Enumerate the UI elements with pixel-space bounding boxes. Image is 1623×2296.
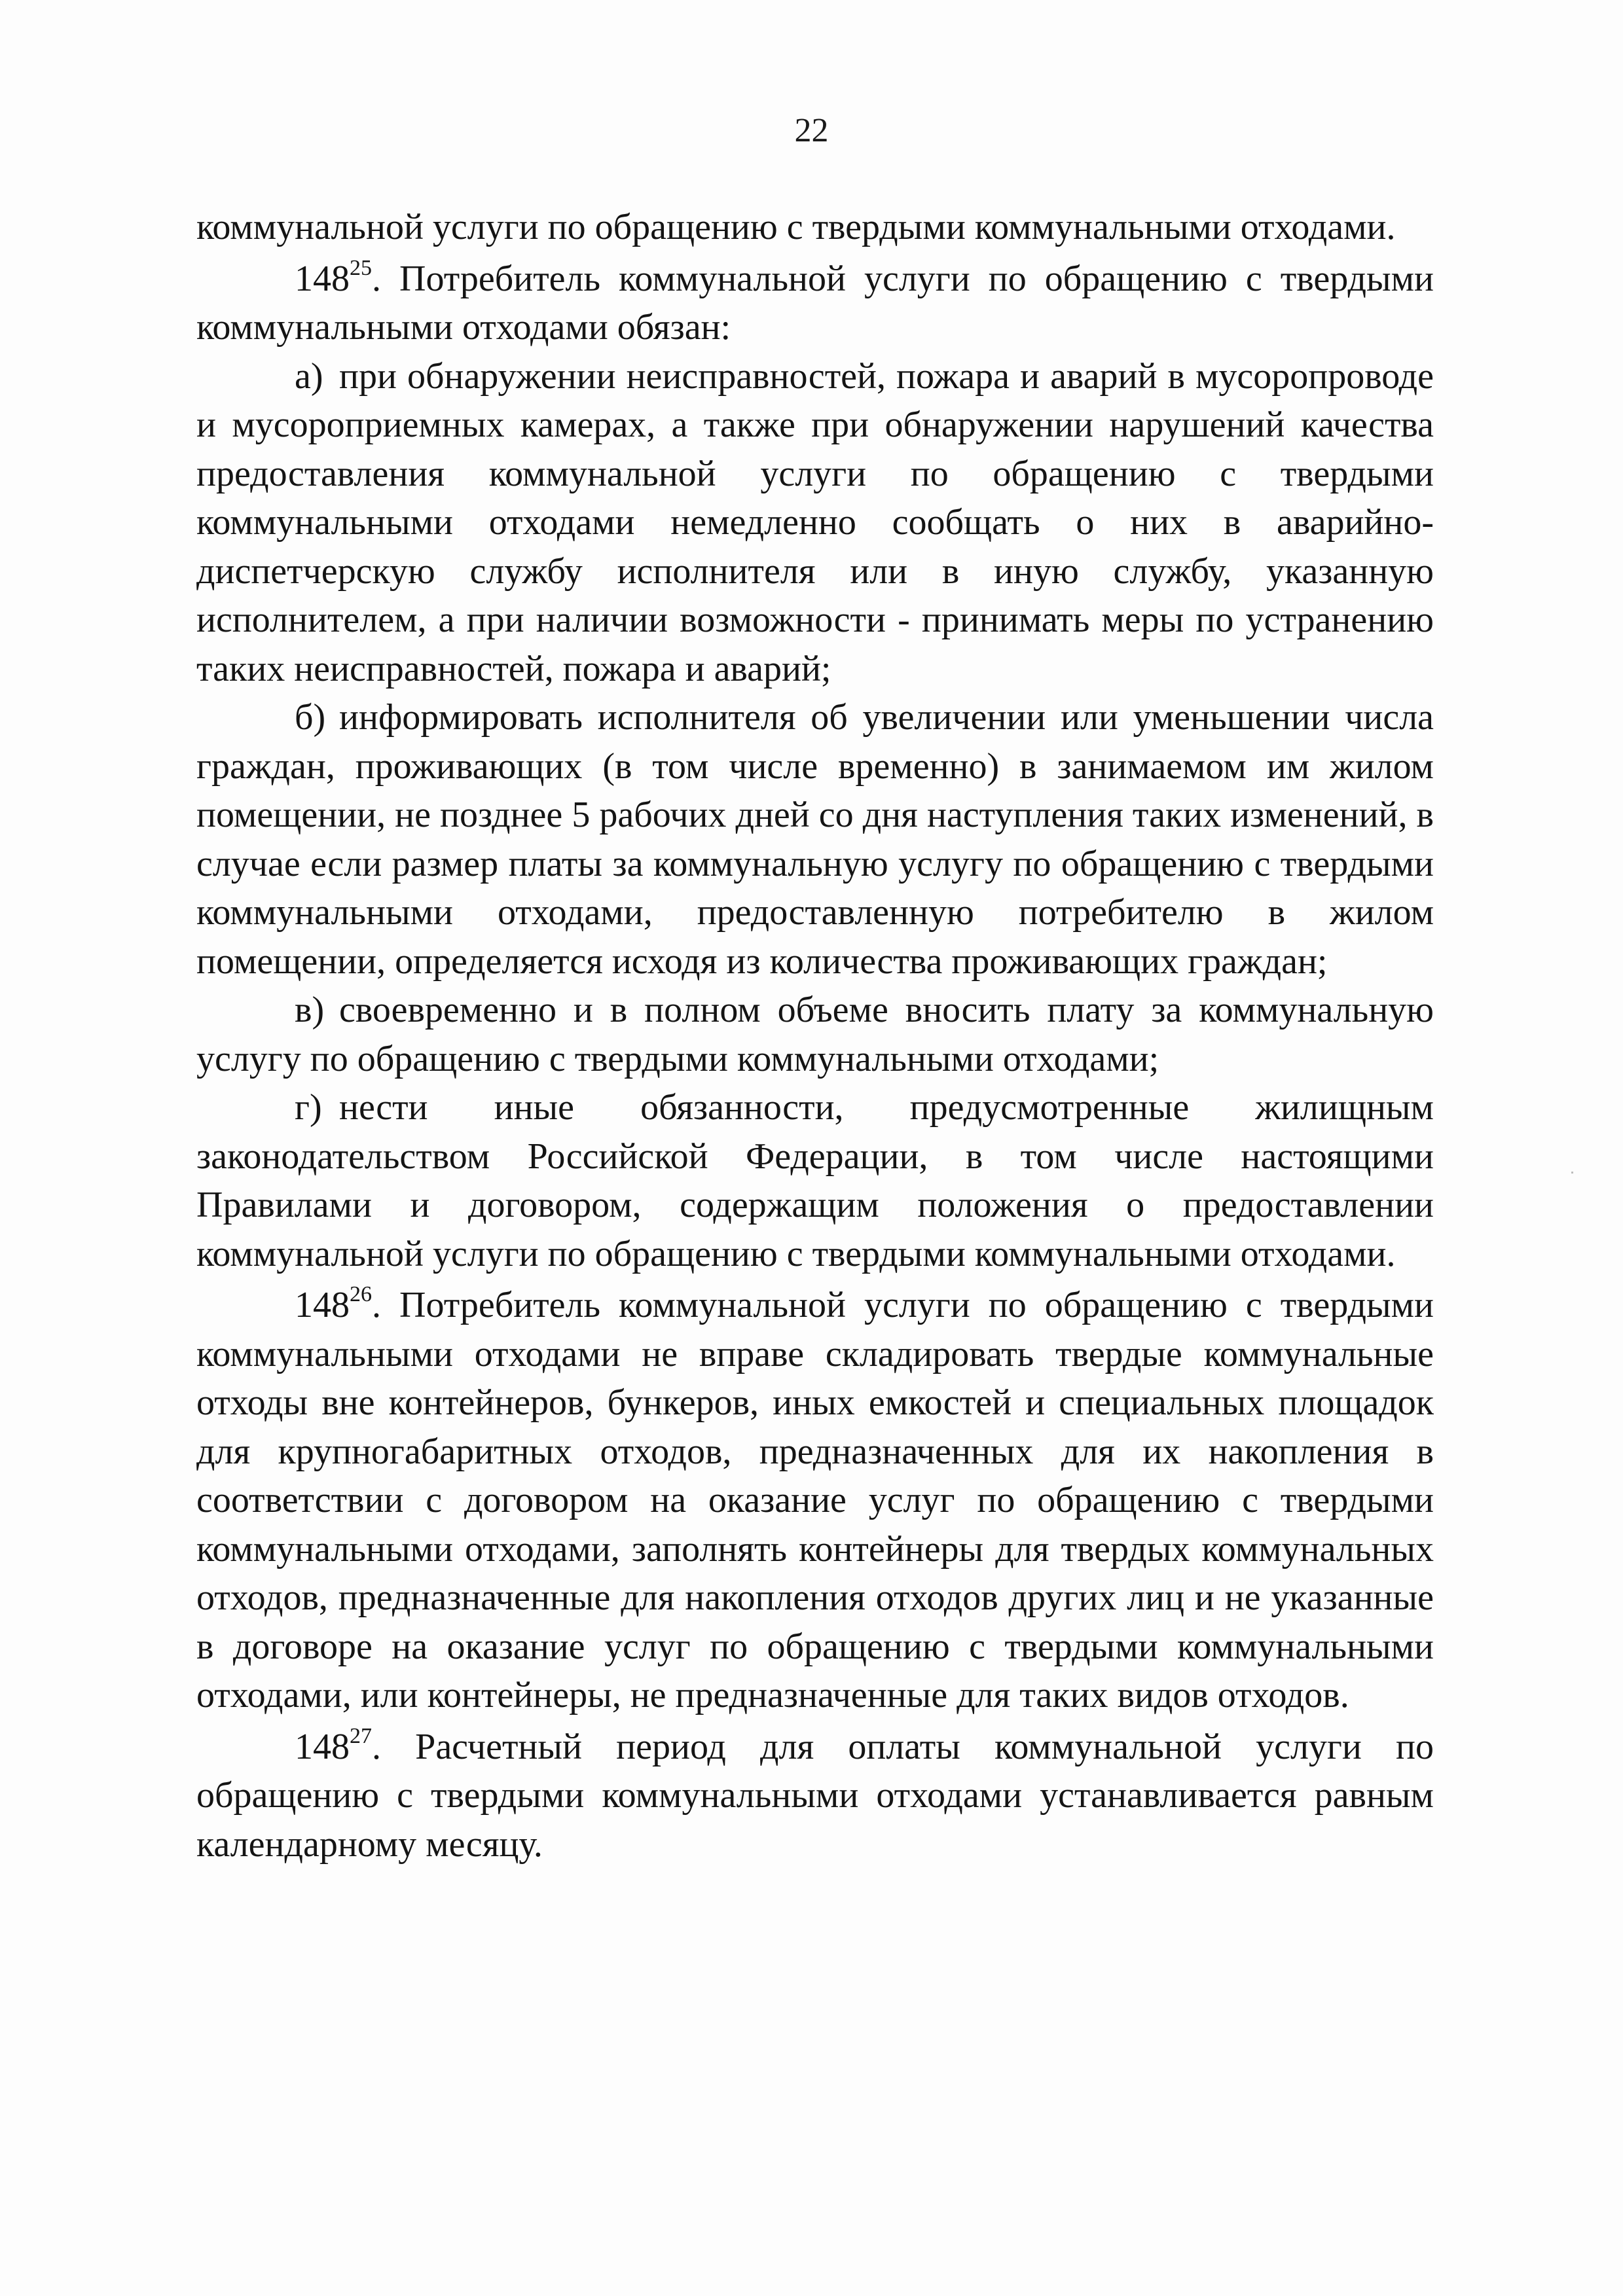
page-number: 22 — [794, 112, 829, 149]
list-item-letter: а) — [295, 355, 323, 397]
list-item-b — [196, 693, 1434, 986]
list-item-v — [196, 986, 1434, 1083]
list-item-g — [196, 1083, 1434, 1278]
list-item-letter: б) — [295, 697, 326, 738]
paragraph-text: . Расчетный период для оплаты коммунальной услуги по обращению с твердыми коммунальными отходами устанавливается равным календарному месяцу. — [196, 1726, 1434, 1865]
list-item-letter: г) — [295, 1087, 322, 1128]
paragraph-text: . Потребитель коммунальной услуги по обращению с твердыми коммунальными отходами не вправе складировать твердые коммунальные отходы вне контейнеров, бункеров, иных емкостей и специальных площадок для крупногабаритных отходов, предназначенных для их накопления в соответствии с договором на оказание услуг по обращению с твердыми коммунальными отходами, заполнять контейнеры для твердых коммунальных отходов, предназначенные для накопления отходов других лиц и не указанные в договоре на оказание услуг по обращению с твердыми коммунальными отходами, или контейнеры, не предназначенные для таких видов отходов. — [196, 1285, 1434, 1715]
paragraph-148-26 — [196, 1281, 1434, 1720]
section-number: 148 — [295, 1285, 350, 1325]
section-number: 148 — [295, 258, 350, 299]
paragraph-continuation: коммунальной услуги по обращению с твердыми коммунальными отходами. — [196, 207, 1396, 247]
list-item-letter: в) — [295, 990, 325, 1030]
document-body — [196, 203, 1434, 1869]
paragraph-148-27 — [196, 1723, 1434, 1869]
section-superscript: 26 — [350, 1282, 372, 1306]
list-item-a — [196, 352, 1434, 694]
section-number: 148 — [295, 1726, 350, 1767]
list-item-text: информировать исполнителя об увеличении или уменьшении числа граждан, проживающих (в том числе временно) в занимаемом им жилом помещении, не позднее 5 рабочих дней со дня наступления таких изменений, в случае если размер платы за коммунальную услугу по обращению с твердыми коммунальными отходами, предоставленную потребителю в жилом помещении, определяется исходя из количества проживающих граждан; — [196, 697, 1434, 982]
section-superscript: 27 — [350, 1723, 372, 1748]
paragraph-text: . Потребитель коммунальной услуги по обращению с твердыми коммунальными отходами обязан: — [196, 258, 1434, 348]
list-item-text: своевременно и в полном объеме вносить плату за коммунальную услугу по обращению с твердыми коммунальными отходами; — [196, 990, 1434, 1079]
list-item-text: при обнаружении неисправностей, пожара и аварий в мусоропроводе и мусороприемных камерах, а также при обнаружении нарушений качества предоставления коммунальной услуги по обращению с твердыми коммунальными отходами немедленно сообщать о них в аварийно-диспетчерскую службу исполнителя или в иную службу, указанную исполнителем, а при наличии возможности - принимать меры по устранению таких неисправностей, пожара и аварий; — [196, 355, 1434, 689]
list-item-text: нести иные обязанности, предусмотренные жилищным законодательством Российской Федерации, в том числе настоящими Правилами и договором, содержащим положения о предоставлении коммунальной услуги по обращению с твердыми коммунальными отходами. — [196, 1087, 1434, 1274]
scan-speck — [1571, 1172, 1573, 1174]
paragraph-148-25 — [196, 255, 1434, 352]
section-superscript: 25 — [350, 255, 372, 280]
